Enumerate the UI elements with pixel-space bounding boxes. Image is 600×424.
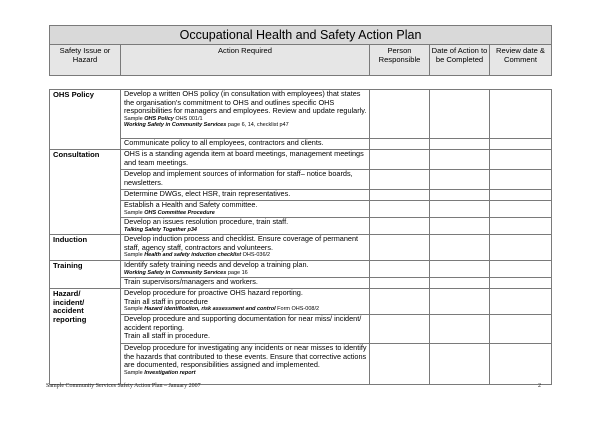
reference-text: Sample Health and safety induction checklist OHS-036/2 (124, 252, 271, 259)
category-ohs-policy: OHS Policy (50, 90, 121, 150)
table-row (50, 139, 552, 150)
person-cell[interactable] (370, 139, 430, 150)
header-review-date: Review date & Comment (490, 45, 552, 76)
review-cell[interactable] (490, 235, 552, 261)
table-row (50, 170, 552, 190)
date-cell[interactable] (430, 190, 490, 201)
person-cell[interactable] (370, 150, 430, 170)
review-cell[interactable] (490, 315, 552, 344)
person-cell[interactable] (370, 90, 430, 139)
action-text: Train all staff in procedure (124, 296, 208, 306)
action-text: Establish a Health and Safety committee. (124, 200, 258, 209)
action-cell (121, 235, 370, 261)
table-row (50, 218, 552, 235)
reference-text: Sample Hazard identification, risk assessment and control Form OHS-008/2 (124, 306, 320, 313)
table-row (50, 344, 552, 385)
action-text: Train all staff in procedure. (124, 331, 210, 341)
category-induction: Induction (50, 235, 121, 261)
header-safety-issue: Safety Issue or Hazard (50, 45, 121, 76)
review-cell[interactable] (490, 344, 552, 385)
action-text: Train supervisors/managers and workers. (124, 277, 258, 286)
action-cell (121, 90, 370, 139)
action-text: Develop procedure for investigating any incidents or near misses to identify the hazards that contributed to these events. Ensure that corrective actions are documented, responsibilities assigned and implemented. (124, 343, 367, 370)
action-cell (121, 344, 370, 385)
header-person-responsible: Person Responsible (370, 45, 430, 76)
action-cell (121, 289, 370, 315)
table-row (50, 150, 552, 170)
page-number: 2 (538, 383, 541, 389)
date-cell[interactable] (430, 201, 490, 218)
review-cell[interactable] (490, 261, 552, 278)
header-date-of-action: Date of Action to be Completed (430, 45, 490, 76)
category-training: Training (50, 261, 121, 289)
date-cell[interactable] (430, 289, 490, 315)
date-cell[interactable] (430, 139, 490, 150)
table-row (50, 201, 552, 218)
action-cell (121, 218, 370, 235)
table-row (50, 235, 552, 261)
reference-text: Talking Safety Together p34 (124, 226, 197, 233)
reference-text: Working Safety in Community Services page 16 (124, 269, 248, 276)
action-text: Determine DWGs, elect HSR, train representatives. (124, 189, 291, 198)
date-cell[interactable] (430, 218, 490, 235)
reference-text: Sample OHS Policy OHS 001/1 (124, 115, 203, 122)
person-cell[interactable] (370, 170, 430, 190)
action-text: Communicate policy to all employees, contractors and clients. (124, 138, 324, 147)
action-text: Develop procedure for proactive OHS hazard reporting. (124, 288, 303, 297)
date-cell[interactable] (430, 170, 490, 190)
review-cell[interactable] (490, 170, 552, 190)
person-cell[interactable] (370, 278, 430, 289)
date-cell[interactable] (430, 344, 490, 385)
reference-text: Sample OHS Committee Procedure (124, 209, 215, 216)
reference-text: Sample Investigation report (124, 369, 196, 376)
action-cell (121, 150, 370, 170)
review-cell[interactable] (490, 278, 552, 289)
table-row (50, 90, 552, 139)
action-cell (121, 170, 370, 190)
person-cell[interactable] (370, 315, 430, 344)
date-cell[interactable] (430, 261, 490, 278)
action-cell (121, 139, 370, 150)
action-cell (121, 315, 370, 344)
action-text: Develop a written OHS policy (in consultation with employees) that states the organisation's commitment to OHS and outlines specific OHS responsibilities for managers and employees. Review and update regularly. (124, 89, 367, 116)
date-cell[interactable] (430, 235, 490, 261)
action-text: Develop an issues resolution procedure, train staff. (124, 217, 289, 226)
action-text: Develop procedure and supporting documentation for near miss/ incident/ accident reporting. (124, 314, 362, 332)
action-plan-table (49, 89, 552, 385)
category-consultation: Consultation (50, 150, 121, 235)
person-cell[interactable] (370, 344, 430, 385)
action-text: Develop and implement sources of information for staff– notice boards, newsletters. (124, 169, 353, 187)
person-cell[interactable] (370, 289, 430, 315)
review-cell[interactable] (490, 201, 552, 218)
review-cell[interactable] (490, 289, 552, 315)
date-cell[interactable] (430, 90, 490, 139)
review-cell[interactable] (490, 218, 552, 235)
table-row (50, 315, 552, 344)
person-cell[interactable] (370, 261, 430, 278)
action-text: Develop induction process and checklist. Ensure coverage of permanent staff, agency staff, contractors and volunteers. (124, 234, 359, 252)
page-title: Occupational Health and Safety Action Plan (50, 26, 552, 45)
action-cell (121, 201, 370, 218)
date-cell[interactable] (430, 315, 490, 344)
date-cell[interactable] (430, 150, 490, 170)
table-row (50, 278, 552, 289)
action-cell (121, 190, 370, 201)
review-cell[interactable] (490, 190, 552, 201)
review-cell[interactable] (490, 150, 552, 170)
person-cell[interactable] (370, 235, 430, 261)
action-text: OHS is a standing agenda item at board meetings, management meetings and team meetings. (124, 149, 364, 167)
action-cell (121, 261, 370, 278)
review-cell[interactable] (490, 139, 552, 150)
action-text: Identify safety training needs and develop a training plan. (124, 260, 309, 269)
person-cell[interactable] (370, 190, 430, 201)
category-hazard-reporting: Hazard/ incident/ accident reporting (50, 289, 121, 385)
person-cell[interactable] (370, 201, 430, 218)
review-cell[interactable] (490, 90, 552, 139)
header-table (49, 25, 552, 76)
reference-text: Working Safety in Community Services page 6, 14, checklist p47 (124, 121, 289, 128)
date-cell[interactable] (430, 278, 490, 289)
action-cell (121, 278, 370, 289)
header-action-required: Action Required (121, 45, 370, 76)
table-row (50, 289, 552, 315)
table-row (50, 261, 552, 278)
footer-text: Sample Community Services Safety Action Plan – January 2007 (46, 383, 201, 389)
person-cell[interactable] (370, 218, 430, 235)
table-row (50, 190, 552, 201)
